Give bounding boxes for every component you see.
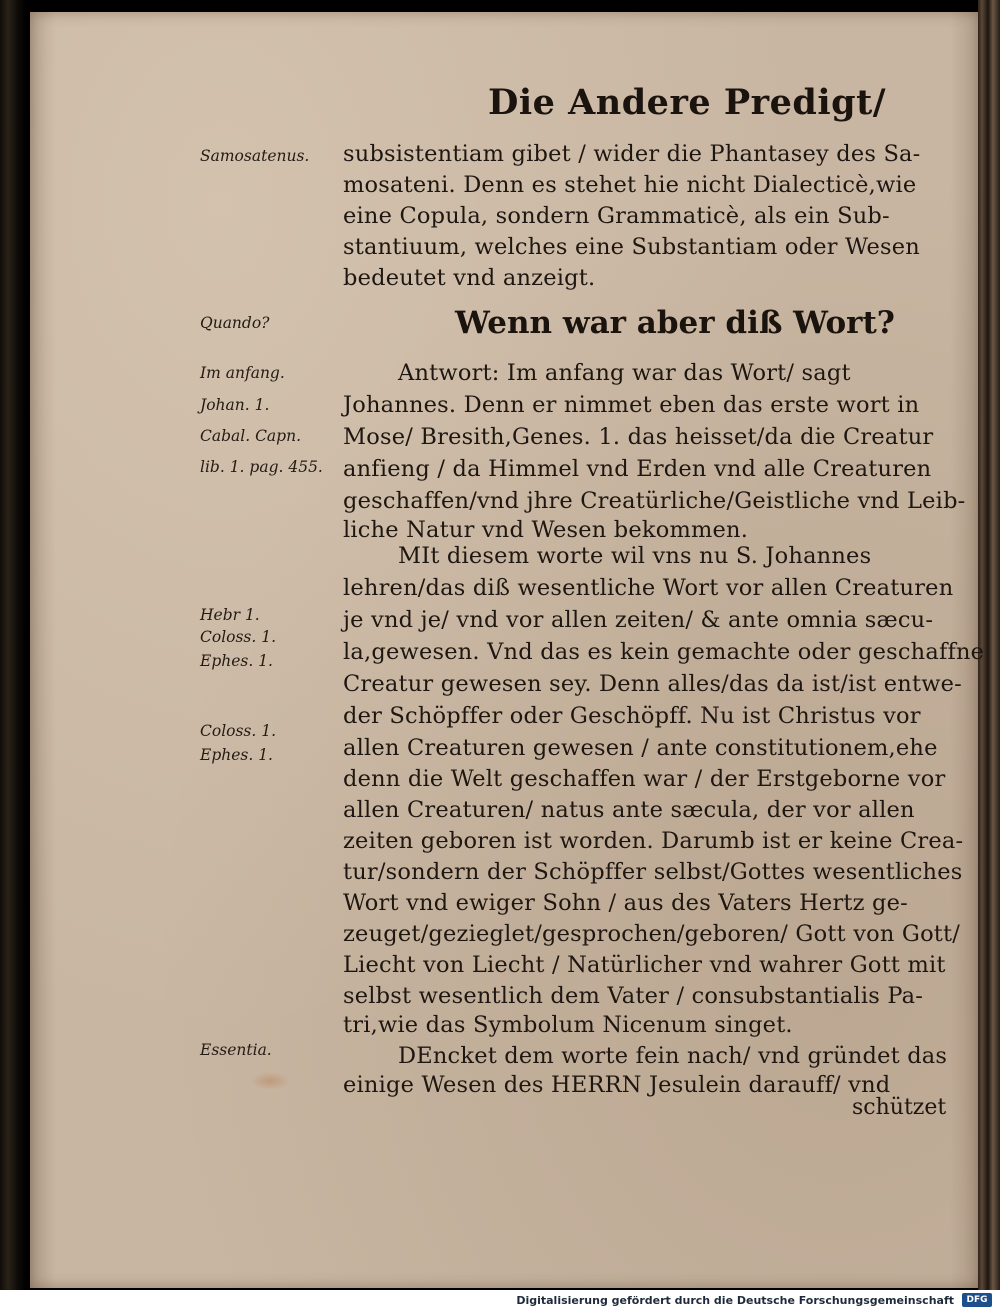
body-line: der Schöpffer oder Geschöpff. Nu ist Christus vor [343,703,921,729]
body-line: DEncket dem worte fein nach/ vnd gründet das [398,1043,948,1069]
body-line: Mose/ Bresith,Genes. 1. das heisset/da die Creatur [343,424,934,450]
body-line: stantiuum, welches eine Substantiam oder Wesen [343,234,920,260]
body-line: allen Creaturen/ natus ante sæcula, der vor allen [343,797,915,823]
margin-note: Hebr 1. [200,606,260,624]
body-line: Antwort: Im anfang war das Wort/ sagt [398,360,851,386]
body-line: je vnd je/ vnd vor allen zeiten/ & ante omnia sæcu- [343,607,934,633]
body-line: denn die Welt geschaffen war / der Erstgeborne vor [343,766,946,792]
body-line: tri,wie das Symbolum Nicenum singet. [343,1012,793,1038]
catchword: schützet [852,1095,947,1120]
body-line: mosateni. Denn es stehet hie nicht Dialecticè,wie [343,172,917,198]
margin-note: Ephes. 1. [200,652,273,670]
margin-note: Quando? [200,314,270,332]
body-line: Wort vnd ewiger Sohn / aus des Vaters Hertz ge- [343,890,908,916]
margin-note: Cabal. Capn. [200,427,302,445]
body-line: Liecht von Liecht / Natürlicher vnd wahrer Gott mit [343,952,946,978]
body-line: zeiten geboren ist worden. Darumb ist er keine Crea- [343,828,964,854]
margin-note: Coloss. 1. [200,628,277,646]
margin-note: Essentia. [200,1041,272,1059]
body-line: anfieng / da Himmel vnd Erden vnd alle Creaturen [343,456,932,482]
dfg-logo: DFG [962,1293,992,1307]
body-line: lehren/das diß wesentliche Wort vor allen Creaturen [343,575,954,601]
body-line: allen Creaturen gewesen / ante constitutionem,ehe [343,735,938,761]
margin-note: lib. 1. pag. 455. [200,458,323,476]
margin-note: Coloss. 1. [200,722,277,740]
body-line: Creatur gewesen sey. Denn alles/das da ist/ist entwe- [343,671,962,697]
margin-note: Samosatenus. [200,147,310,165]
margin-note: Ephes. 1. [200,746,273,764]
running-head: Die Andere Predigt/ [488,82,887,123]
body-line: bedeutet vnd anzeigt. [343,265,596,291]
funding-credit: Digitalisierung gefördert durch die Deutsche Forschungsgemeinschaft [516,1294,954,1307]
body-line: selbst wesentlich dem Vater / consubstantialis Pa- [343,983,924,1009]
body-line: subsistentiam gibet / wider die Phantasey des Sa- [343,141,921,167]
margin-note: Johan. 1. [200,396,270,414]
margin-note: Im anfang. [200,364,285,382]
paper-stain [250,1072,290,1090]
body-line: la,gewesen. Vnd das es kein gemachte oder geschaffne [343,639,985,665]
body-line: tur/sondern der Schöpffer selbst/Gottes wesentliches [343,859,963,885]
body-line: geschaffen/vnd jhre Creatürliche/Geistliche vnd Leib- [343,488,966,514]
body-line: MIt diesem worte wil vns nu S. Johannes [398,543,872,569]
body-line: eine Copula, sondern Grammaticè, als ein Sub- [343,203,890,229]
body-line: einige Wesen des HERRN Jesulein darauff/ vnd [343,1072,891,1098]
section-heading: Wenn war aber diß Wort? [455,305,895,341]
body-line: zeuget/gezieglet/gesprochen/geboren/ Gott von Gott/ [343,921,961,947]
body-line: liche Natur vnd Wesen bekommen. [343,517,749,543]
body-line: Johannes. Denn er nimmet eben das erste wort in [343,392,920,418]
